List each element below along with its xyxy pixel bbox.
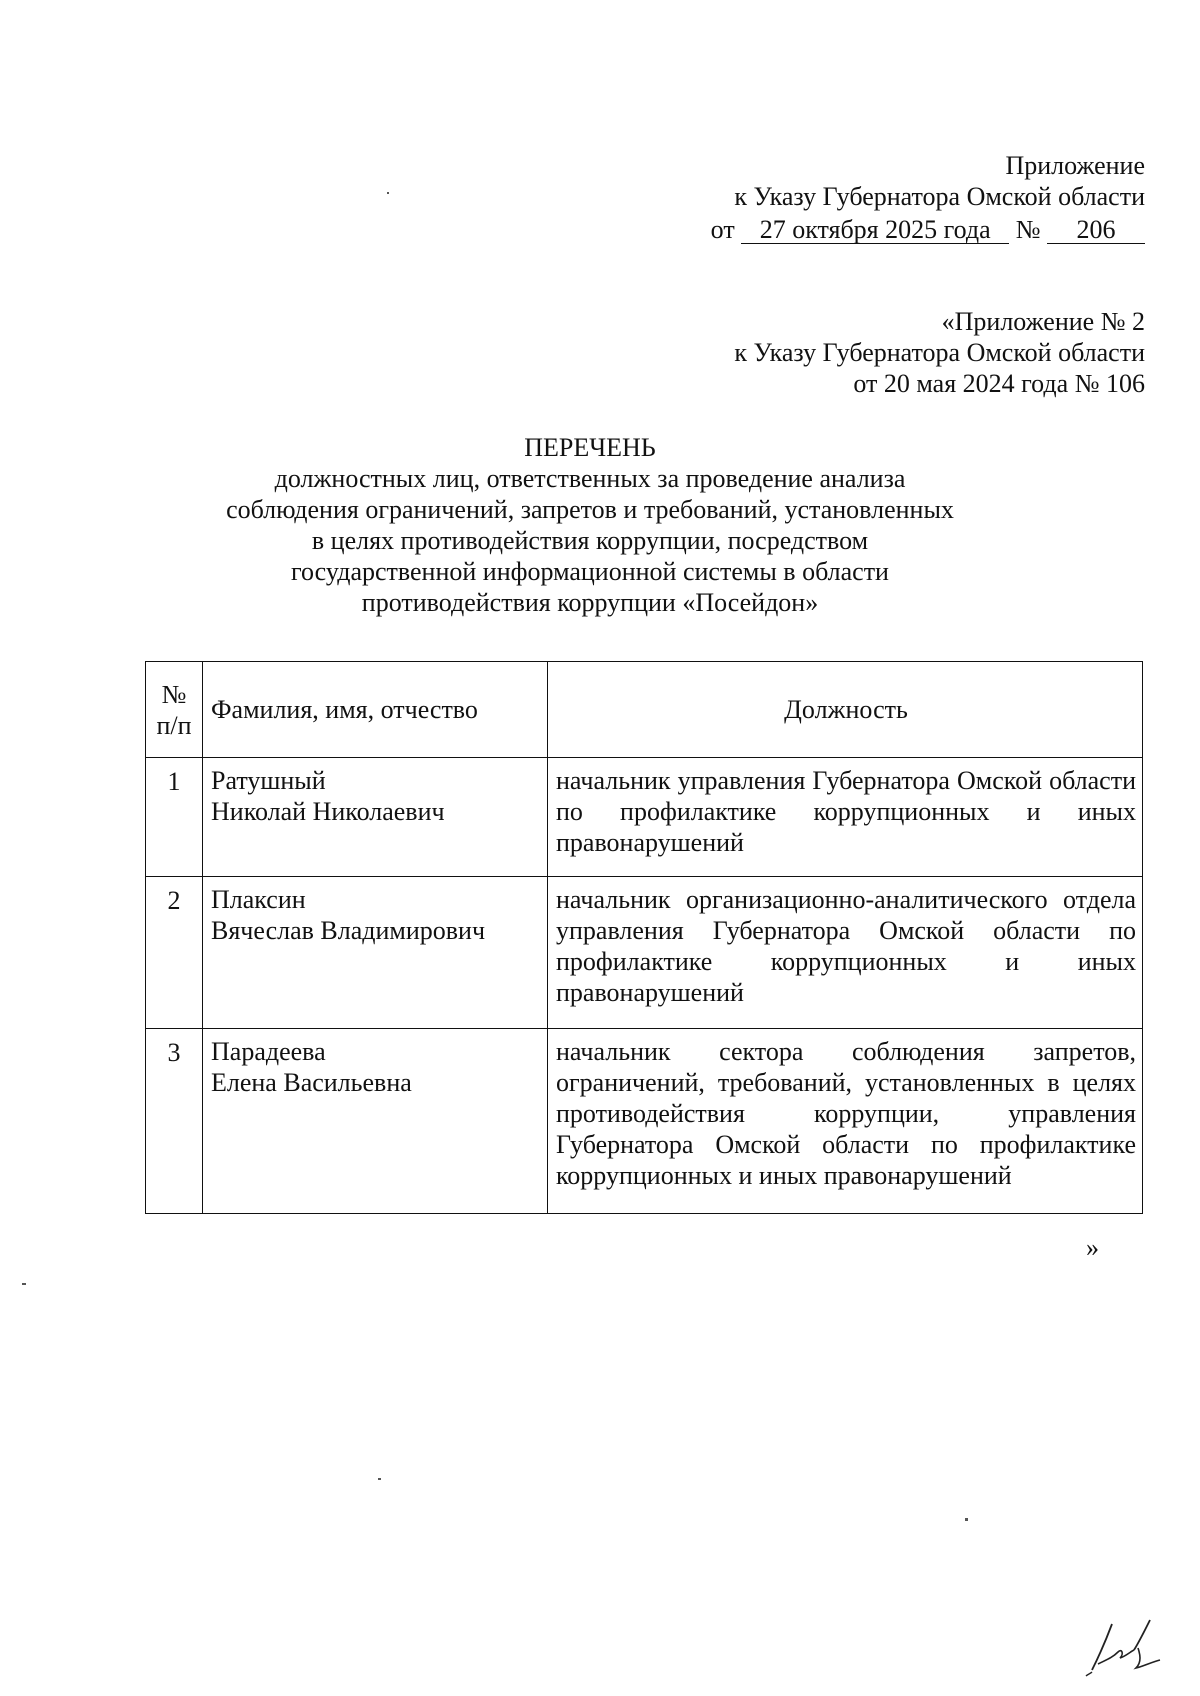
row-position: начальник управления Губернатора Омской области по профилактике коррупционных и иных правонарушений [548, 758, 1143, 877]
title-line: должностных лиц, ответственных за проведение анализа [274, 464, 906, 493]
title-line: противодействия коррупции «Посейдон» [361, 588, 819, 617]
appendix2-decree-ref: к Указу Губернатора Омской области [734, 338, 1145, 367]
appendix2-date-line: от 20 мая 2024 года № 106 [853, 369, 1145, 398]
row-name: Вячеслав Владимирович [211, 916, 486, 945]
officials-table [145, 661, 1143, 1214]
appendix2-header [734, 306, 1145, 399]
row-position: начальник сектора соблюдения запретов, ограничений, требований, установленных в целях противодействия коррупции, управления Губернатора Омской области по профилактике коррупционных и иных правонарушений [548, 1029, 1143, 1214]
row-num: 3 [146, 1029, 203, 1214]
title-line: в целях противодействия коррупции, посредством [311, 526, 869, 555]
scan-speck [387, 192, 389, 194]
appendix-header [711, 150, 1145, 245]
title-line: соблюдения ограничений, запретов и требований, установленных [226, 495, 954, 524]
title-line: государственной информационной системы в области [291, 557, 889, 586]
date-prefix: от [710, 215, 735, 244]
appendix-label: Приложение [1005, 151, 1145, 180]
appendix-decree-ref: к Указу Губернатора Омской области [734, 182, 1145, 211]
decree-date: 27 октября 2025 года [741, 217, 1009, 244]
row-position: начальник организационно-аналитического отдела управления Губернатора Омской области по профилактике коррупционных и иных правонарушений [548, 877, 1143, 1029]
appendix-date-line [711, 214, 1145, 245]
scan-speck [965, 1518, 968, 1521]
row-num: 1 [146, 758, 203, 877]
document-title [130, 432, 1050, 618]
row-surname: Плаксин [211, 885, 306, 914]
row-name: Николай Николаевич [211, 797, 445, 826]
row-fio [203, 758, 548, 877]
decree-number: 206 [1047, 217, 1145, 244]
handwritten-signature [1078, 1618, 1168, 1680]
table-row [146, 877, 1143, 1029]
table-header-row [146, 662, 1143, 758]
table-row [146, 758, 1143, 877]
row-fio [203, 877, 548, 1029]
number-prefix: № [1015, 215, 1041, 244]
closing-quote: » [1086, 1233, 1099, 1262]
table-row [146, 1029, 1143, 1214]
scan-speck [22, 1283, 26, 1285]
header-num: № п/п [146, 662, 203, 758]
appendix2-label: «Приложение № 2 [941, 307, 1145, 336]
row-num: 2 [146, 877, 203, 1029]
scan-speck [378, 1478, 381, 1480]
header-position: Должность [548, 662, 1143, 758]
row-surname: Парадеева [211, 1037, 326, 1066]
header-fio: Фамилия, имя, отчество [203, 662, 548, 758]
row-name: Елена Васильевна [211, 1068, 412, 1097]
title-heading: ПЕРЕЧЕНЬ [524, 433, 656, 462]
row-surname: Ратушный [211, 766, 326, 795]
row-fio [203, 1029, 548, 1214]
